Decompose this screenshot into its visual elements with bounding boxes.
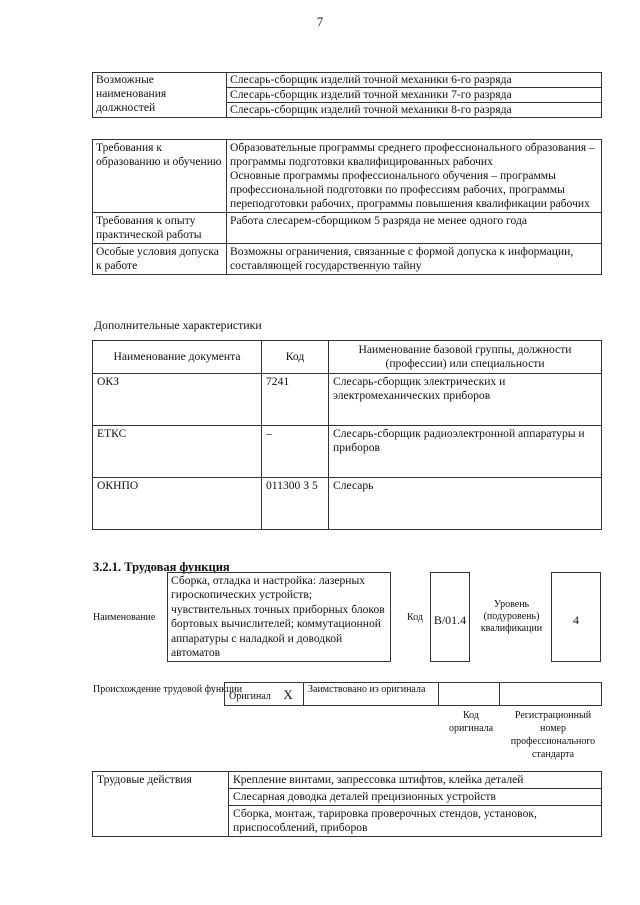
additional-title: Дополнительные характеристики	[94, 318, 262, 332]
action-item: Слесарная доводка деталей прецизионных устройств	[229, 789, 602, 806]
action-item: Сборка, монтаж, тарировка проверочных стендов, установок, приспособлений, приборов	[229, 806, 602, 837]
header-document: Наименование документа	[93, 341, 262, 374]
position-item: Слесарь-сборщик изделий точной механики 8-го разряда	[227, 103, 602, 118]
position-item: Слесарь-сборщик изделий точной механики 7-го разряда	[227, 88, 602, 103]
education-label: Требования к образованию и обучению	[93, 140, 227, 213]
origin-label: Происхождение трудовой функции	[93, 684, 243, 695]
name-cell: Слесарь-сборщик электрических и электромеханических приборов	[329, 374, 602, 426]
original-mark: X	[283, 687, 293, 702]
table-row	[93, 374, 602, 426]
position-item: Слесарь-сборщик изделий точной механики 6-го разряда	[227, 73, 602, 88]
function-name-label: Наименование	[93, 612, 156, 623]
name-cell: Слесарь	[329, 478, 602, 530]
section-title: 3.2.1. Трудовая функция	[93, 560, 230, 574]
experience-label: Требования к опыту практической работы	[93, 213, 227, 244]
requirements-table	[92, 139, 602, 275]
level-value: 4	[551, 572, 601, 662]
borrowed-label: Заимствовано из оригинала	[303, 682, 439, 706]
table-row	[93, 426, 602, 478]
doc-cell: ОКЗ	[93, 374, 262, 426]
name-cell: Слесарь-сборщик радиоэлектронной аппаратуры и приборов	[329, 426, 602, 478]
function-name-value: Сборка, отладка и настройка: лазерных гироскопических устройств; чувствительных точных приборных блоков бортовых вычислителей; коммутационной аппаратуры с наладкой и доводкой автоматов	[167, 572, 391, 662]
level-label: Уровень (подуровень) квалификации	[480, 599, 543, 634]
function-code-label: Код	[407, 612, 423, 623]
action-item: Крепление винтами, запрессовка штифтов, клейка деталей	[229, 772, 602, 789]
code-cell: 7241	[262, 374, 329, 426]
header-code: Код	[262, 341, 329, 374]
actions-table	[92, 771, 602, 837]
experience-value: Работа слесарем-сборщиком 5 разряда не менее одного года	[227, 213, 602, 244]
original-code-cell	[438, 682, 500, 706]
conditions-value: Возможны ограничения, связанные с формой допуска к информации, составляющей государственную тайну	[227, 244, 602, 275]
doc-cell: ОКНПО	[93, 478, 262, 530]
function-code-value: B/01.4	[430, 572, 470, 662]
positions-label: Возможные наименования должностей	[93, 73, 227, 118]
reg-caption: Регистрационный номер профессионального стандарта	[510, 710, 596, 760]
header-name: Наименование базовой группы, должности (профессии) или специальности	[329, 341, 602, 374]
conditions-label: Особые условия допуска к работе	[93, 244, 227, 275]
education-value: Образовательные программы среднего профессионального образования – программы подготовки квалифицированных рабочих Основные программы профессионального обучения – программы профессиональной подготовки по профессиям рабочих, программы переподготовки рабочих, программы повышения квалификации рабочих	[227, 140, 602, 213]
page-number: 7	[316, 14, 324, 29]
reg-number-cell	[499, 682, 602, 706]
additional-table	[92, 340, 602, 530]
doc-cell: ЕТКС	[93, 426, 262, 478]
code-cell: –	[262, 426, 329, 478]
actions-label: Трудовые действия	[93, 772, 229, 837]
positions-table	[92, 72, 602, 118]
origin-row	[224, 682, 602, 706]
code-caption: Код оригинала	[448, 710, 494, 734]
table-row	[93, 478, 602, 530]
original-cell	[224, 682, 304, 706]
code-cell: 011300 3 5	[262, 478, 329, 530]
original-label: Оригинал	[229, 691, 271, 702]
